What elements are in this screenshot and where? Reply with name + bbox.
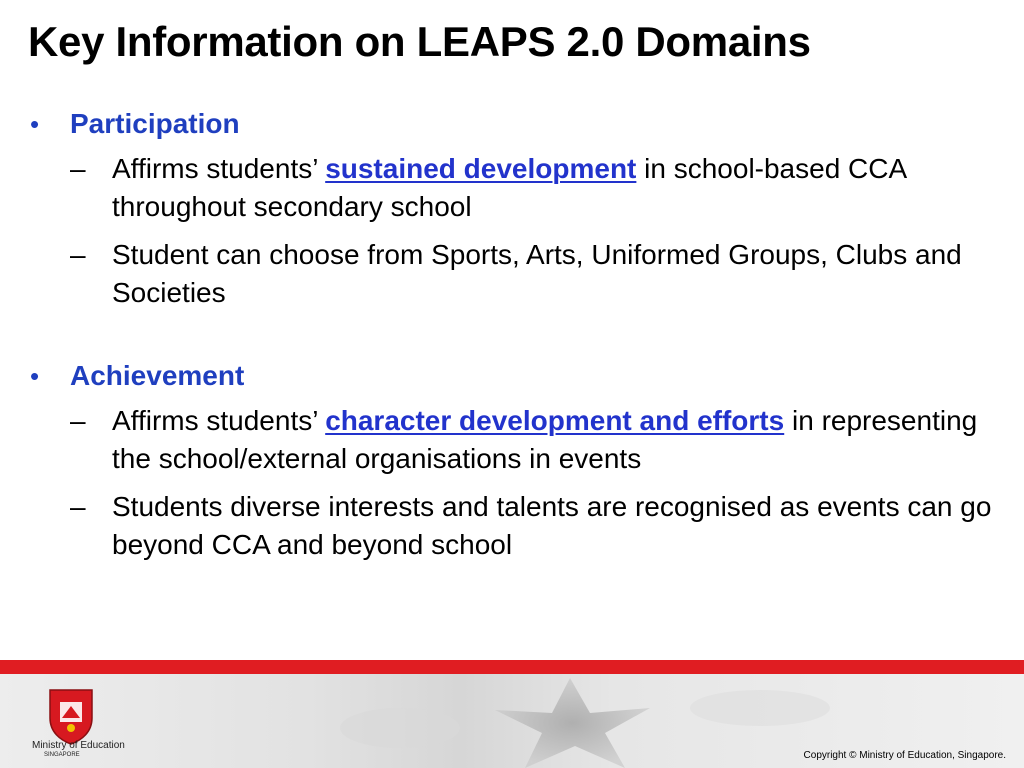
- sub-point-text: [112, 150, 992, 226]
- bullet-item: [28, 360, 1008, 392]
- slide-content: [28, 108, 1008, 598]
- slide-footer: [0, 660, 1024, 768]
- bullet-dot-icon: •: [30, 361, 40, 391]
- bullet-item: [28, 108, 1008, 140]
- sub-point: [70, 236, 1008, 312]
- sub-point-text: [112, 402, 992, 478]
- highlight-text: character development and efforts: [325, 405, 785, 436]
- section-heading: Participation: [70, 108, 240, 139]
- dash-icon: –: [70, 491, 86, 522]
- copyright-text: Copyright © Ministry of Education, Singapore.: [803, 750, 1006, 761]
- sub-point-text: Student can choose from Sports, Arts, Uniformed Groups, Clubs and Societies: [112, 239, 962, 308]
- sub-point: [70, 488, 1008, 564]
- text-segment: Affirms students’: [112, 405, 326, 436]
- bullet-dot-icon: •: [30, 109, 40, 139]
- slide-title: Key Information on LEAPS 2.0 Domains: [28, 18, 811, 65]
- sub-point: [70, 150, 1008, 226]
- sub-point-text: Students diverse interests and talents are recognised as events can go beyond CCA and beyond school: [112, 491, 992, 560]
- org-name: Ministry of Education: [32, 740, 125, 751]
- moe-crest-icon: [48, 688, 94, 746]
- section-heading: Achievement: [70, 360, 245, 391]
- dash-icon: –: [70, 239, 86, 270]
- text-segment: in representing the school/external organisations in events: [112, 405, 978, 474]
- starfish-background-icon: [320, 668, 840, 768]
- section-achievement: [28, 360, 1008, 564]
- dash-icon: –: [70, 153, 86, 184]
- text-segment: in school-based CCA throughout secondary school: [112, 153, 906, 222]
- text-segment: Affirms students’: [112, 153, 326, 184]
- dash-icon: –: [70, 405, 86, 436]
- org-subtitle: SINGAPORE: [44, 752, 80, 758]
- highlight-text: sustained development: [325, 153, 637, 184]
- sub-point: [70, 402, 1008, 478]
- section-participation: [28, 108, 1008, 312]
